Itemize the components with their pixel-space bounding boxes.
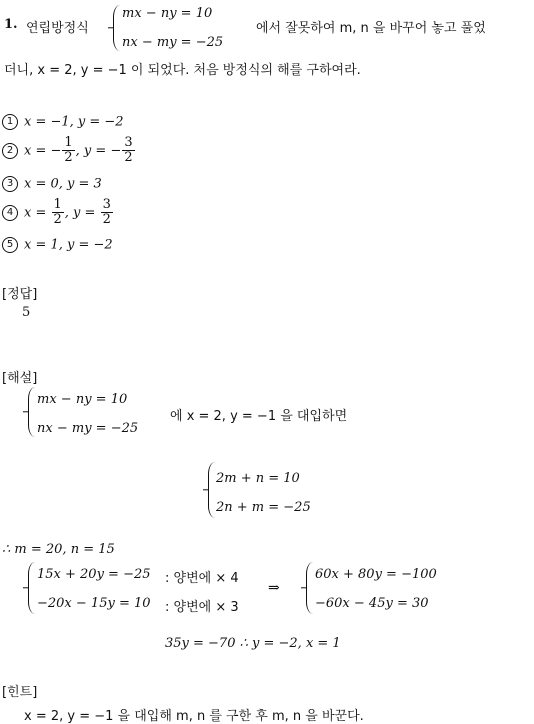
choice-mark: 2 [2,143,18,159]
choice-text: x = 1, y = −2 [24,237,113,253]
solution-brace-1 [28,387,35,437]
choice-text: x = [24,205,51,221]
choice-text: x = 0, y = 3 [24,176,102,192]
solution-brace-4 [306,562,313,614]
solution-sys1-eq1: mx − ny = 10 [37,392,128,407]
solution-sys3-eq1: 15x + 20y = −25 [37,567,151,582]
answer-value: 5 [22,305,31,320]
solution-sys2-eq1: 2m + n = 10 [216,471,300,486]
solution-sys2-eq2: 2n + m = −25 [216,500,311,515]
fraction-numerator: 3 [102,197,111,212]
solution-brace-3 [28,562,35,614]
solution-sys3-note2: : 양변에 × 3 [165,600,239,615]
question-eq1: mx − ny = 10 [122,6,213,21]
fraction-denominator: 2 [53,212,62,228]
solution-brace-2 [208,462,215,518]
fraction-denominator: 2 [102,212,111,228]
hint-text: x = 2, y = −1 을 대입해 m, n 를 구한 후 m, n 을 바꾼다. [24,709,364,724]
choice-text: , y = − [75,143,122,159]
choice-mark: 1 [2,114,18,130]
choice-text: x = −1, y = −2 [24,114,124,130]
fraction [122,136,134,166]
question-brace [113,5,120,51]
choice-1 [2,114,124,130]
fraction-denominator: 2 [64,150,73,166]
solution-sys3-eq2: −20x − 15y = 10 [37,596,151,611]
fraction [52,198,64,228]
choice-4 [2,198,114,228]
fraction-numerator: 3 [124,135,133,150]
answer-label: [정답] [2,287,38,302]
fraction-denominator: 2 [124,150,133,166]
question-number: 1. [4,17,18,32]
question-eq2: nx − my = −25 [122,35,224,50]
solution-final: 35y = −70 ∴ y = −2, x = 1 [165,636,341,651]
solution-therefore: ∴ m = 20, n = 15 [2,542,115,557]
fraction-numerator: 1 [64,135,73,150]
choice-mark: 3 [2,176,18,192]
choice-text: , y = [64,205,100,221]
fraction [62,136,74,166]
solution-sys1-text: 에 x = 2, y = −1 을 대입하면 [170,409,348,424]
implies-arrow: ⇒ [268,580,280,596]
choice-mark: 4 [2,205,18,221]
solution-sys4-eq2: −60x − 45y = 30 [315,596,429,611]
choice-text: x = − [24,143,62,159]
hint-label: [힌트] [2,685,38,700]
question-tail: 에서 잘못하여 m, n 을 바꾸어 놓고 풀었 [256,21,486,36]
fraction [101,198,113,228]
choice-2 [2,136,136,166]
solution-label: [해설] [2,371,38,386]
question-line2: 더니, x = 2, y = −1 이 되었다. 처음 방정식의 해를 구하여라. [4,63,361,78]
choice-mark: 5 [2,237,18,253]
choice-3 [2,176,102,192]
solution-sys1-eq2: nx − my = −25 [37,421,139,436]
solution-sys4-eq1: 60x + 80y = −100 [315,567,437,582]
choice-5 [2,237,113,253]
fraction-numerator: 1 [53,197,62,212]
question-intro: 연립방정식 [26,21,89,36]
solution-sys3-note1: : 양변에 × 4 [165,571,239,586]
